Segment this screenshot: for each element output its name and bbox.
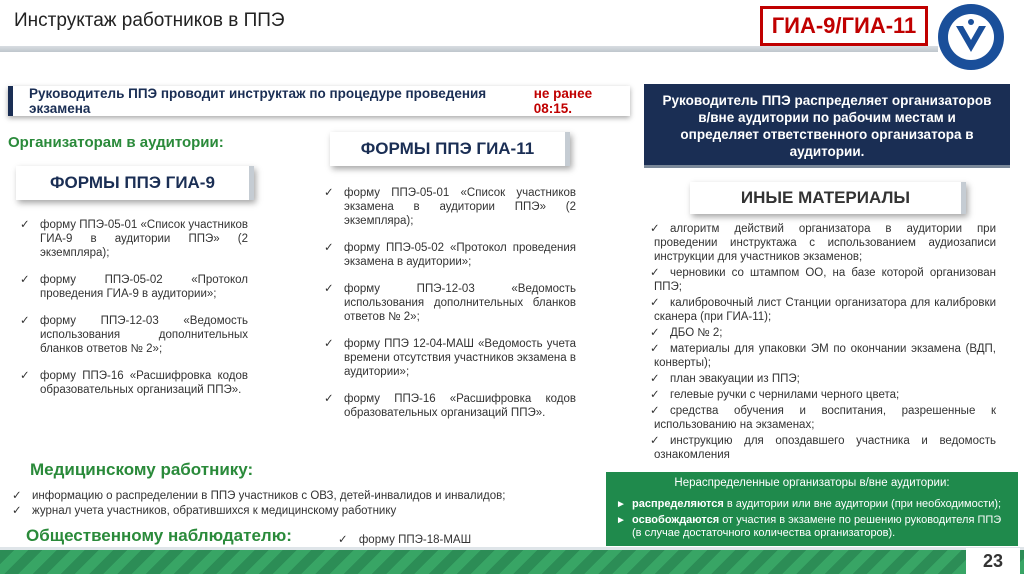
notice-text: Руководитель ППЭ проводит инструктаж по процедуре проведения экзамена — [29, 86, 487, 116]
check-icon: ✓ — [20, 274, 30, 286]
list-item: ✓ черновики со штампом ОО, на базе которой организован ППЭ; — [632, 266, 996, 294]
check-icon: ✓ — [324, 338, 334, 350]
list-item: ✓ форму ППЭ-12-03 «Ведомость использования дополнительных бланков ответов № 2»; — [20, 315, 248, 355]
check-icon: ✓ — [650, 343, 660, 355]
list-item: ✓ форму ППЭ-05-01 «Список участников экзамена в аудитории ППЭ» (2 экземпляра); — [324, 187, 576, 227]
list-item: ✓ журнал учета участников, обратившихся к медицинскому работнику — [12, 505, 397, 517]
list-item: ✓ калибровочный лист Станции организатора для калибровки сканера (при ГИА-11); — [632, 296, 996, 324]
check-icon: ✓ — [650, 405, 660, 417]
check-icon: ✓ — [20, 219, 30, 231]
list-item: ✓ гелевые ручки с чернилами черного цвета; — [632, 388, 996, 402]
check-icon: ✓ — [324, 393, 334, 405]
medical-list — [10, 489, 600, 519]
list-item: ✓ форму ППЭ-05-01 «Список участников ГИА-9 в аудитории ППЭ» (2 экземпляра); — [20, 219, 248, 259]
check-icon: ✓ — [20, 370, 30, 382]
list-item: ✓ форму ППЭ-05-02 «Протокол проведения экзамена в аудитории»; — [324, 242, 576, 268]
gia-badge: ГИА-9/ГИА-11 — [760, 6, 928, 46]
list-item: ✓ форму ППЭ-12-03 «Ведомость использования дополнительных бланков ответов № 2»; — [324, 283, 576, 323]
list-item: ✓ форму ППЭ-16 «Расшифровка кодов образовательных организаций ППЭ». — [324, 393, 576, 419]
list-item: ► распределяются в аудитории или вне аудитории (при необходимости); — [616, 498, 1002, 510]
header-divider — [0, 46, 938, 52]
observer-heading: Общественному наблюдателю: — [26, 526, 292, 545]
check-icon: ✓ — [650, 297, 660, 309]
arrow-bullet-icon: ► — [616, 499, 626, 510]
check-icon: ✓ — [12, 505, 22, 517]
unassigned-heading: Нераспределенные организаторы в/вне аудитории: — [674, 477, 950, 489]
check-icon: ✓ — [20, 315, 30, 327]
check-icon: ✓ — [324, 187, 334, 199]
arrow-bullet-icon: ► — [616, 515, 626, 526]
rcoko-seal-icon — [936, 2, 1006, 72]
check-icon: ✓ — [650, 267, 660, 279]
unassigned-organizers-box — [606, 472, 1018, 546]
list-item: ✓ материалы для упаковки ЭМ по окончании экзамена (ВДП, конверты); — [632, 342, 996, 370]
list-item: ✓ алгоритм действий организатора в аудитории при проведении инструктажа с использованием аудиозаписи инструкции для участников экзаменов; — [632, 222, 996, 264]
check-icon: ✓ — [324, 283, 334, 295]
list-item: ✓ форму ППЭ 12-04-МАШ «Ведомость учета времени отсутствия участников экзамена в аудитории»; — [324, 338, 576, 378]
notice-time: не ранее 08:15. — [533, 86, 593, 116]
medical-heading: Медицинскому работнику: — [30, 460, 254, 479]
check-icon: ✓ — [650, 373, 660, 385]
check-icon: ✓ — [650, 435, 660, 447]
list-item: ✓ план эвакуации из ППЭ; — [632, 372, 996, 386]
check-icon: ✓ — [12, 490, 22, 502]
check-icon: ✓ — [338, 534, 348, 546]
distribution-box: Руководитель ППЭ распределяет организаторов в/вне аудитории по рабочим местам и определяет ответственного организатора в аудитории. — [644, 84, 1010, 168]
list-item: ✓ ДБО № 2; — [632, 326, 996, 340]
check-icon: ✓ — [650, 327, 660, 339]
page-title: Инструктаж работников в ППЭ — [14, 10, 285, 31]
instruction-notice — [8, 86, 630, 116]
forms-gia11-tab: ФОРМЫ ППЭ ГИА-11 — [330, 132, 570, 166]
forms-gia11-list — [322, 186, 576, 433]
organizers-heading: Организаторам в аудитории: — [8, 134, 224, 151]
forms-gia9-list — [18, 218, 248, 410]
forms-gia9-tab: ФОРМЫ ППЭ ГИА-9 — [16, 166, 254, 200]
observer-form: форму ППЭ-18-МАШ — [358, 534, 472, 546]
footer-stripe — [0, 550, 1024, 574]
other-materials-tab: ИНЫЕ МАТЕРИАЛЫ — [690, 182, 966, 214]
page-number: 23 — [966, 548, 1020, 574]
list-item: ✓ форму ППЭ-16 «Расшифровка кодов образовательных организаций ППЭ». — [20, 370, 248, 396]
check-icon: ✓ — [650, 389, 660, 401]
list-item: ✓ инструкцию для опоздавшего участника и ведомость ознакомления — [632, 434, 996, 462]
list-item: ✓ форму ППЭ-05-02 «Протокол проведения ГИА-9 в аудитории»; — [20, 274, 248, 300]
other-materials-list — [632, 222, 996, 464]
check-icon: ✓ — [324, 242, 334, 254]
list-item: ✓ средства обучения и воспитания, разрешенные к использованию на экзаменах; — [632, 404, 996, 432]
list-item: ► освобождаются от участия в экзамене по решению руководителя ППЭ (в случае достаточного количества организаторов). — [616, 514, 1002, 539]
check-icon: ✓ — [650, 223, 660, 235]
observer-item — [338, 532, 471, 546]
list-item: ✓ информацию о распределении в ППЭ участников с ОВЗ, детей-инвалидов и инвалидов; — [12, 490, 506, 502]
